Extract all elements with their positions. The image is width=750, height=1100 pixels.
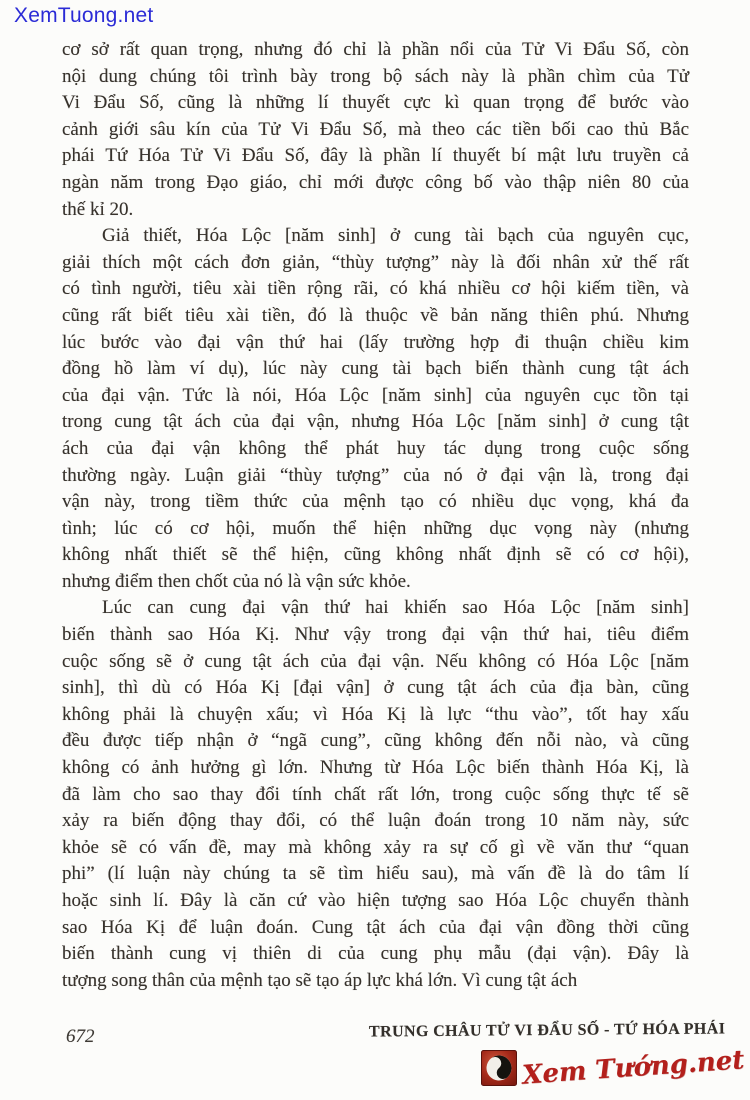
text-line: tình; lúc có cơ hội, muốn thể hiện những dục vọng này (nhưng xyxy=(62,517,689,539)
text-line: đồng hồ làm ví dụ), lúc này cung tài bạch biến thành cung tật ách xyxy=(62,358,689,380)
page-number: 672 xyxy=(66,1026,95,1047)
text-line: cuộc sống sẽ ở cung tật ách của đại vận. Nếu không có Hóa Lộc [năm xyxy=(62,650,689,672)
text-line: giải thích một cách đơn giản, “thùy tượng” này là đối nhân xử thế rất xyxy=(62,251,689,273)
text-line: phái Tứ Hóa Tử Vi Đẩu Số, đây là phần lí thuyết bí mật lưu truyền cả xyxy=(62,145,689,167)
text-line: Lúc can cung đại vận thứ hai khiến sao Hóa Lộc [năm sinh] xyxy=(102,597,689,619)
paragraph xyxy=(62,595,689,994)
text-line: vận này, trong tiềm thức của mệnh tạo có nhiều dục vọng, khá đa xyxy=(62,491,689,513)
text-line: đều được tiếp nhận ở “ngã cung”, cũng không đến nỗi nào, và cũng xyxy=(62,730,689,752)
text-line: xảy ra biến động thay đổi, có thể luận đoán trong 10 năm này, sức xyxy=(62,810,689,832)
site-logo-text: Xem Tướng.net xyxy=(520,1045,745,1091)
paragraph xyxy=(62,37,689,223)
text-line: trong cung tật ách của đại vận, nhưng Hóa Lộc [năm sinh] ở cung tật xyxy=(62,411,689,433)
text-line: sinh], thì dù có Hóa Kị [đại vận] ở cung tật ách của địa bàn, cũng xyxy=(62,677,689,699)
text-line: cảnh giới sâu kín của Tử Vi Đẩu Số, mà theo các tiền bối cao thủ Bắc xyxy=(62,118,689,140)
text-line: cũng rất biết tiêu xài tiền, đó là thuộc về bản năng thiên phú. Nhưng xyxy=(62,304,689,326)
text-line: cơ sở rất quan trọng, nhưng đó chỉ là phần nổi của Tử Vi Đẩu Số, còn xyxy=(62,39,689,60)
text-line: biến thành sao Hóa Kị. Như vậy trong đại vận thứ hai, tiêu điểm xyxy=(62,624,689,646)
running-footer-book-title: TRUNG CHÂU TỬ VI ĐẨU SỐ - TỨ HÓA PHÁI xyxy=(368,1020,726,1041)
paragraph xyxy=(62,223,689,595)
yin-yang-icon xyxy=(481,1050,517,1086)
text-line: sao Hóa Kị để luận đoán. Cung tật ách của đại vận đồng thời cũng xyxy=(62,916,689,938)
text-line: biến thành cung vị thiên di của cung phụ mẫu (đại vận). Đây là xyxy=(62,943,689,965)
text-line: thế kỉ 20. xyxy=(62,198,134,220)
text-line: nội dung chúng tôi trình bày trong bộ sách này là phần chìm của Tử xyxy=(62,65,689,87)
text-line: Vi Đẩu Số, cũng là những lí thuyết cực kì quan trọng để bước vào xyxy=(62,92,689,114)
site-logo xyxy=(481,1045,745,1091)
text-line: hoặc sinh lí. Đây là căn cứ vào hiện tượng sao Hóa Lộc chuyển thành xyxy=(62,890,689,911)
text-line: không có ảnh hưởng gì lớn. Nhưng từ Hóa Lộc biến thành Hóa Kị, là xyxy=(62,757,689,779)
site-watermark-link[interactable]: XemTuong.net xyxy=(14,4,154,27)
text-line: Giả thiết, Hóa Lộc [năm sinh] ở cung tài bạch của nguyên cục, xyxy=(102,225,689,247)
text-line: của đại vận. Tức là nói, Hóa Lộc [năm sinh] của nguyên cục tồn tại xyxy=(62,384,689,406)
text-line: ách của đại vận không thể phát huy tác dụng trong cuộc sống xyxy=(62,437,689,459)
text-line: đã làm cho sao thay đổi tính chất rất lớn, trong cuộc sống thực tế sẽ xyxy=(62,783,689,805)
text-line: ngàn năm trong Đạo giáo, chỉ mới được công bố vào thập niên 80 của xyxy=(62,171,689,193)
text-line: không phải là chuyện xấu; vì Hóa Kị là lực “thu vào”, tốt hay xấu xyxy=(62,703,689,725)
text-line: có tình người, tiêu xài tiền rộng rãi, có khá nhiều cơ hội kiếm tiền, và xyxy=(62,278,689,300)
text-line: tượng song thân của mệnh tạo sẽ tạo áp lực khá lớn. Vì cung tật ách xyxy=(62,969,578,991)
text-block xyxy=(62,37,689,994)
text-line: nhưng điểm then chốt của nó là vận sức khỏe. xyxy=(62,570,411,592)
text-line: phi” (lí luận này chúng ta sẽ tìm hiểu sau), mà vấn đề là do tâm lí xyxy=(62,863,689,885)
text-line: không nhất thiết sẽ thể hiện, cũng không nhất định sẽ có cơ hội), xyxy=(62,544,689,566)
text-line: khỏe sẽ có vấn đề, may mà không xảy ra sự cố gì về văn thư “quan xyxy=(62,836,689,858)
text-line: thường ngày. Luận giải “thùy tượng” của nó ở đại vận là, trong đại xyxy=(62,464,689,486)
text-line: lúc bước vào đại vận thứ hai (lấy trường hợp đi thuận chiều kim xyxy=(62,331,689,353)
